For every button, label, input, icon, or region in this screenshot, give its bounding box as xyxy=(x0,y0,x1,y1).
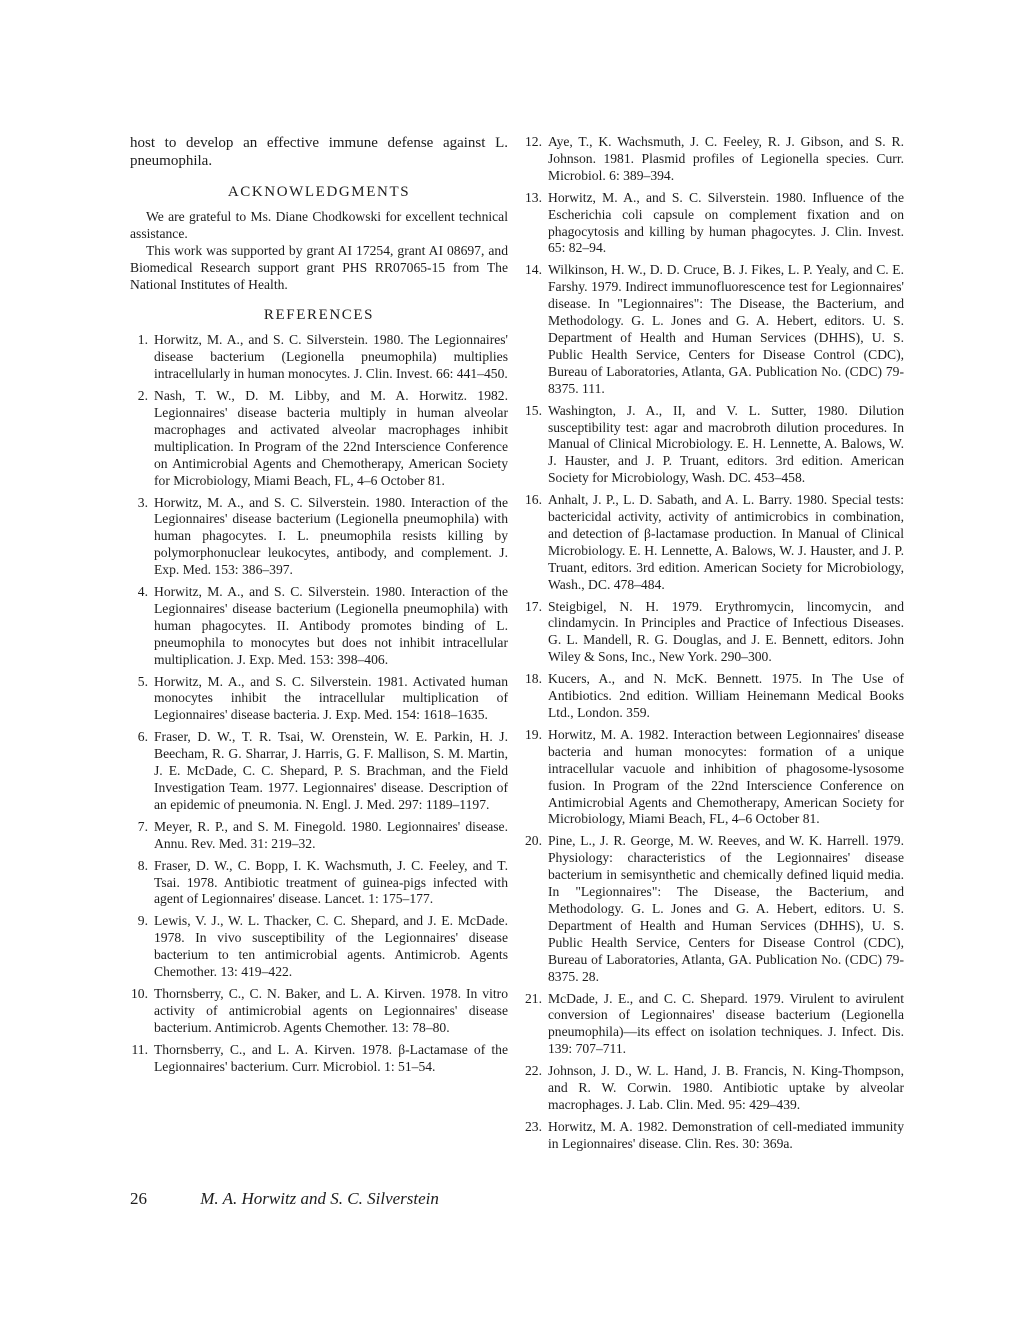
running-head: M. A. Horwitz and S. C. Silverstein xyxy=(200,1189,439,1208)
reference-item xyxy=(130,332,508,383)
reference-item xyxy=(524,671,904,722)
reference-text: Wilkinson, H. W., D. D. Cruce, B. J. Fikes, L. P. Yealy, and C. E. Farshy. 1979. Indirect immunofluorescence test for Legionnaires' disease. In "Legionnaires": The Disease, the Bacterium, and Methodology. G. L. Jones and G. A. Hebert, editors. U. S. Department of Health and Human Services (DHHS), U. S. Public Health Service, Centers for Disease Control (CDC), Bureau of Laboratories, Atlanta, GA. Publication No. (CDC) 79-8375. 111. xyxy=(548,262,904,396)
page-footer xyxy=(130,1189,550,1209)
left-column xyxy=(130,134,508,1081)
reference-text: Lewis, V. J., W. L. Thacker, C. C. Shepard, and J. E. McDade. 1978. In vivo susceptibility of the Legionnaires' disease bacterium to ten antimicrobial agents. Antimicrob. Agents Chemother. 13: 419–422. xyxy=(154,913,508,980)
reference-number: 1 . xyxy=(130,332,148,349)
reference-item xyxy=(524,190,904,258)
reference-number: 17 . xyxy=(524,599,542,616)
reference-number: 9 . xyxy=(130,913,148,930)
reference-text: Pine, L., J. R. George, M. W. Reeves, and W. K. Harrell. 1979. Physiology: characteristics of the Legionnaires' disease bacterium in semisynthetic and chemically defined liquid media. In "Legionnaires": The Disease, the Bacterium, and Methodology. G. L. Jones and G. A. Hebert, editors. U. S. Department of Health and Human Services (DHHS), U. S. Public Health Service, Centers for Disease Control (CDC), Bureau of Laboratories, Atlanta, GA. Publication No. (CDC) 79-8375. 28. xyxy=(548,833,904,984)
reference-number: 4 . xyxy=(130,584,148,601)
reference-item xyxy=(130,1042,508,1076)
reference-item xyxy=(524,991,904,1059)
reference-text: Horwitz, M. A., and S. C. Silverstein. 1981. Activated human monocytes inhibit the intracellular multiplication of Legionnaires' disease bacteria. J. Exp. Med. 154: 1618–1635. xyxy=(154,673,508,723)
reference-text: Nash, T. W., D. M. Libby, and M. A. Horwitz. 1982. Legionnaires' disease bacteria multiply in human alveolar macrophages and activated alveolar macrophages inhibit multiplication. In Program of the 22nd Interscience Conference on Antimicrobial Agents and Chemotherapy, American Society for Microbiology, Miami Beach, FL, 4–6 October 81. xyxy=(154,388,508,488)
reference-number: 20 . xyxy=(524,833,542,850)
references-heading: REFERENCES xyxy=(263,307,375,324)
reference-number: 18 . xyxy=(524,671,542,688)
reference-number: 16 . xyxy=(524,492,542,509)
reference-item xyxy=(524,262,904,397)
acknowledgments-paragraph: This work was supported by grant AI 17254, grant AI 08697, and Biomedical Research support grant PHS RR07065-15 from The National Institutes of Health. xyxy=(130,242,508,292)
reference-text: Aye, T., K. Wachsmuth, J. C. Feeley, R. J. Gibson, and S. R. Johnson. 1981. Plasmid profiles of Legionella species. Curr. Microbiol. 6: 389–394. xyxy=(548,134,904,183)
reference-text: Horwitz, M. A., and S. C. Silverstein. 1980. Interaction of the Legionnaires' disease bacterium (Legionella pneumophila) with human phagocytes. I. L. pneumophila resists killing by polymorphonuclear leukocytes, antibody, and complement. J. Exp. Med. 153: 386–397. xyxy=(154,494,508,578)
acknowledgments-heading: ACKNOWLEDGMENTS xyxy=(227,184,411,200)
reference-text: Horwitz, M. A., and S. C. Silverstein. 1980. Influence of the Escherichia coli capsule on complement fixation and on phagocytosis and killing by human phagocytes. J. Clin. Invest. 65: 82–94. xyxy=(548,189,904,256)
reference-item xyxy=(130,913,508,981)
reference-item xyxy=(524,833,904,985)
reference-text: Horwitz, M. A., and S. C. Silverstein. 1980. Interaction of the Legionnaires' disease bacterium (Legionella pneumophila) with human phagocytes. II. Antibody promotes binding of L. pneumophila to monocytes but does not inhibit intracellular multiplication. J. Exp. Med. 153: 398–406. xyxy=(154,584,508,667)
reference-item xyxy=(524,599,904,667)
reference-text: Thornsberry, C., and L. A. Kirven. 1978. β-Lactamase of the Legionnaires' bacterium. Curr. Microbiol. 1: 51–54. xyxy=(154,1041,508,1074)
reference-item xyxy=(524,727,904,828)
reference-text: Horwitz, M. A. 1982. Interaction between Legionnaires' disease bacteria and human monocytes: formation of a unique intracellular vacuole and inhibition of phagosome-lysosome fusion. In Program of the 22nd Interscience Conference on Antimicrobial Agents and Chemotherapy, American Society for Microbiology, Miami Beach, FL, 4–6 October 81. xyxy=(548,726,904,827)
reference-item xyxy=(524,1119,904,1153)
reference-text: Fraser, D. W., C. Bopp, I. K. Wachsmuth, J. C. Feeley, and T. Tsai. 1978. Antibiotic treatment of guinea-pigs infected with agent of Legionnaires' disease. Lancet. 1: 175–177. xyxy=(154,857,508,907)
reference-number: 13 . xyxy=(524,190,542,207)
reference-number: 11 . xyxy=(130,1042,148,1059)
reference-item xyxy=(130,819,508,853)
reference-item xyxy=(524,492,904,593)
reference-number: 21 . xyxy=(524,991,542,1008)
reference-number: 6 . xyxy=(130,729,148,746)
right-column xyxy=(524,134,904,1158)
reference-item xyxy=(130,584,508,669)
reference-item xyxy=(524,403,904,488)
reference-text: Meyer, R. P., and S. M. Finegold. 1980. Legionnaires' disease. Annu. Rev. Med. 31: 219–32. xyxy=(154,818,508,851)
reference-number: 7 . xyxy=(130,819,148,836)
reference-number: 14 . xyxy=(524,262,542,279)
reference-number: 23 . xyxy=(524,1119,542,1136)
reference-text: Johnson, J. D., W. L. Hand, J. B. Francis, N. King-Thompson, and R. W. Corwin. 1980. Antibiotic uptake by alveolar macrophages. J. Lab. Clin. Med. 95: 429–439. xyxy=(548,1063,904,1112)
page-number: 26 xyxy=(130,1189,147,1208)
reference-item xyxy=(130,986,508,1037)
reference-text: Horwitz, M. A. 1982. Demonstration of cell-mediated immunity in Legionnaires' disease. Clin. Res. 30: 369a. xyxy=(548,1118,904,1151)
reference-text: McDade, J. E., and C. C. Shepard. 1979. Virulent to avirulent conversion of Legionnaires' disease bacterium (Legionella pneumophila)—its effect on isolation techniques. J. Infect. Dis. 139: 707–711. xyxy=(548,990,904,1057)
reference-number: 22 . xyxy=(524,1063,542,1080)
reference-text: Horwitz, M. A., and S. C. Silverstein. 1980. The Legionnaires' disease bacterium (Legionella pneumophila) multiplies intracellularly in human monocytes. J. Clin. Invest. 66: 441–450. xyxy=(154,332,508,382)
reference-number: 15 . xyxy=(524,403,542,420)
reference-item xyxy=(130,729,508,814)
reference-item xyxy=(524,134,904,185)
reference-text: Fraser, D. W., T. R. Tsai, W. Orenstein, W. E. Parkin, H. J. Beecham, R. G. Sharrar, J. Harris, G. F. Mallison, S. M. Martin, J. E. McDade, C. C. Shepard, P. S. Brachman, and the Field Investigation Team. 1977. Legionnaires' disease. Description of an epidemic of pneumonia. N. Engl. J. Med. 297: 1189–1197. xyxy=(154,729,508,812)
reference-number: 12 . xyxy=(524,134,542,151)
reference-text: Washington, J. A., II, and V. L. Sutter, 1980. Dilution susceptibility test: agar and macrobroth dilution procedures. In Manual of Clinical Microbiology. E. H. Lennette, A. Balows, W. J. Hauster, and J. P. Truant, editors. 3rd edition. American Society for Microbiology, Wash. DC. 453–458. xyxy=(548,402,904,486)
reference-number: 2 . xyxy=(130,388,148,405)
reference-text: Anhalt, J. P., L. D. Sabath, and A. L. Barry. 1980. Special tests: bactericidal activity, activity of antimicrobics in combination, and detection of β-lactamase production. In Manual of Clinical Microbiology. E. H. Lennette, A. Balows, W. J. Hauster, and J. P. Truant, editors. 3rd edition. American Society for Microbiology, Wash., DC. 478–484. xyxy=(548,492,904,592)
reference-number: 3 . xyxy=(130,495,148,512)
reference-item xyxy=(524,1063,904,1114)
reference-number: 5 . xyxy=(130,674,148,691)
reference-number: 8 . xyxy=(130,858,148,875)
reference-item xyxy=(130,495,508,580)
reference-number: 10 . xyxy=(130,986,148,1003)
reference-item xyxy=(130,388,508,489)
reference-text: Thornsberry, C., C. N. Baker, and L. A. Kirven. 1978. In vitro activity of antimicrobial agents on Legionnaires' disease bacterium. Antimicrob. Agents Chemother. 13: 78–80. xyxy=(154,985,508,1035)
reference-text: Steigbigel, N. H. 1979. Erythromycin, lincomycin, and clindamycin. In Principles and Practice of Infectious Diseases. G. L. Mandell, R. G. Douglas, and J. E. Bennett, editors. John Wiley & Sons, Inc., New York. 290–300. xyxy=(548,598,904,665)
reference-number: 19 . xyxy=(524,727,542,744)
reference-item xyxy=(130,858,508,909)
reference-text: Kucers, A., and N. McK. Bennett. 1975. In The Use of Antibiotics. 2nd edition. William Heinemann Medical Books Ltd., London. 359. xyxy=(548,671,904,720)
intro-text: host to develop an effective immune defense against L. pneumophila. xyxy=(130,135,508,169)
reference-item xyxy=(130,674,508,725)
acknowledgments-paragraph: We are grateful to Ms. Diane Chodkowski for excellent technical assistance. xyxy=(130,208,508,241)
